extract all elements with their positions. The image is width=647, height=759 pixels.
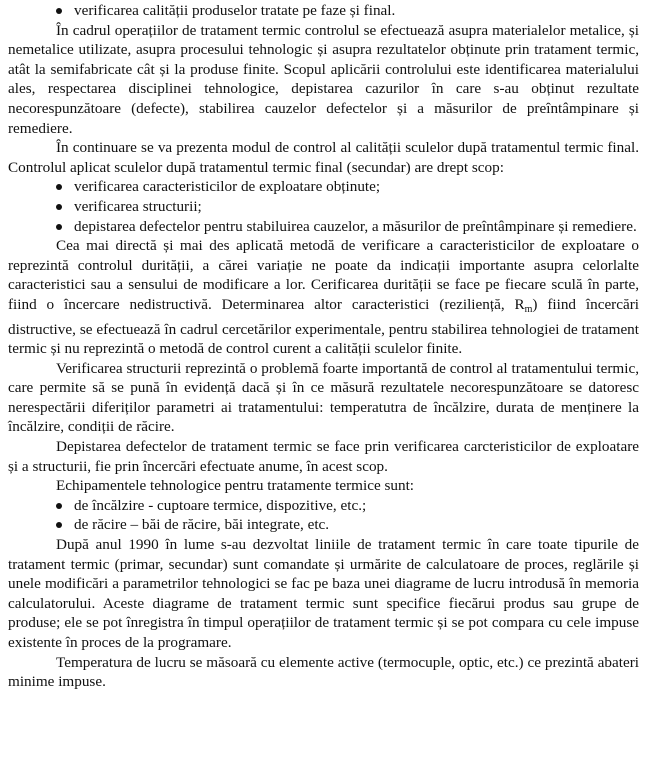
subscript-m: m (524, 303, 533, 315)
paragraph-final-control: În continuare se va prezenta modul de control al calității sculelor după tratamentul termic final. Controlul aplicat sculelor după tratamentul termic final (secundar) are drept scop: (8, 139, 639, 176)
paragraph-structure-check: Verificarea structurii reprezintă o problemă foarte importantă de control al tratamentului termic, care permite să se pună în evidență dacă și în ce măsură rezultatele necorespunzătoare se datoresc nerespectării diferiților parametri ai tratamentului: temperatutra de încălzire, durata de menținere la încălzire, condiții de răcire. (8, 359, 639, 436)
list-item: de răcire – băi de răcire, băi integrate, etc. (8, 515, 639, 535)
list-item: de încălzire - cuptoare termice, dispozitive, etc.; (8, 496, 639, 516)
bullet-list-scope (8, 177, 639, 236)
paragraph-temperature: Temperatura de lucru se măsoară cu elemente active (termocuple, optic, etc.) ce prezintă abateri minime impuse. (8, 653, 639, 691)
paragraph-hardness-control: Cea mai directă și mai des aplicată metodă de verificare a caracteristicilor de exploatare o reprezintă controlul durității, a cărei variație ne poate da indicații importante asupra celorlalte caracteristici sau a sensului de modificare a lor. Cerificarea durității se face pe fiecare sculă în parte, fiind o încercare nedistructivă. Determinarea altor caracteristici (reziliență, $R_m$) fiind încercări distructive, se efectuează în cadrul cercetărilor experimentale, pentru stabilirea tehnologiei de tratament termic și nu reprezintă o metodă de control curent a calității sculelor finite. (8, 237, 639, 358)
bullet-icon (56, 503, 62, 509)
bullet-icon (56, 204, 62, 210)
bullet-icon (56, 224, 62, 230)
paragraph-control-scope: În cadrul operațiilor de tratament termic controlul se efectuează asupra materialelor metalice, și nemetalice utilizate, asupra procesului tehnologic și asupra rezultatelor obținute prin tratament termic, atât la semifabricate cât și la produse finite. Scopul aplicării controlului este identificarea materialului ales, respectarea disciplinei tehnologice, depistarea cazurilor în care s-au obținut rezultate necorespunzătoare (defecte), stabilirea cauzelor defectelor și a măsurilor de preîntâmpinare și remediere. (8, 21, 639, 137)
paragraph-process-computers: După anul 1990 în lume s-au dezvoltat liniile de tratament termic în care toate tipurile de tratament termic (primar, secundar) sunt comandate și urmărite de calculatoare de proces, reglările și unele modificări a parametrilor tehnologici se fac pe baza unei diagrame de lucru introdusă în memoria calculatorului. Aceste diagrame de tratament termic sunt specifice fiecărui produs sau grupe de produse; ele se pot înregistra în timpul operațiilor de tratament termic și se pot compara cu cele impuse existente în proces de la programare. (8, 536, 639, 651)
list-item: verificarea structurii; (8, 197, 639, 217)
paragraph-equipment: Echipamentele tehnologice pentru tratamente termice sunt: (56, 477, 415, 495)
list-item: depistarea defectelor pentru stabiluirea cauzelor, a măsurilor de preîntâmpinare și remediere. (8, 217, 639, 237)
paragraph-defect-detection: Depistarea defectelor de tratament termic se face prin verificarea carcteristicilor de exploatare și a structurii, fie prin încercări efectuate anume, în acest scop. (8, 438, 639, 475)
bullet-icon (56, 8, 62, 14)
bullet-list-top (8, 1, 639, 21)
list-item: verificarea caracteristicilor de exploatare obținute; (8, 177, 639, 197)
bullet-icon (56, 184, 62, 190)
list-item: verificarea calității produselor tratate pe faze și final. (8, 1, 639, 21)
bullet-list-equipment (8, 496, 639, 535)
bullet-icon (56, 522, 62, 528)
